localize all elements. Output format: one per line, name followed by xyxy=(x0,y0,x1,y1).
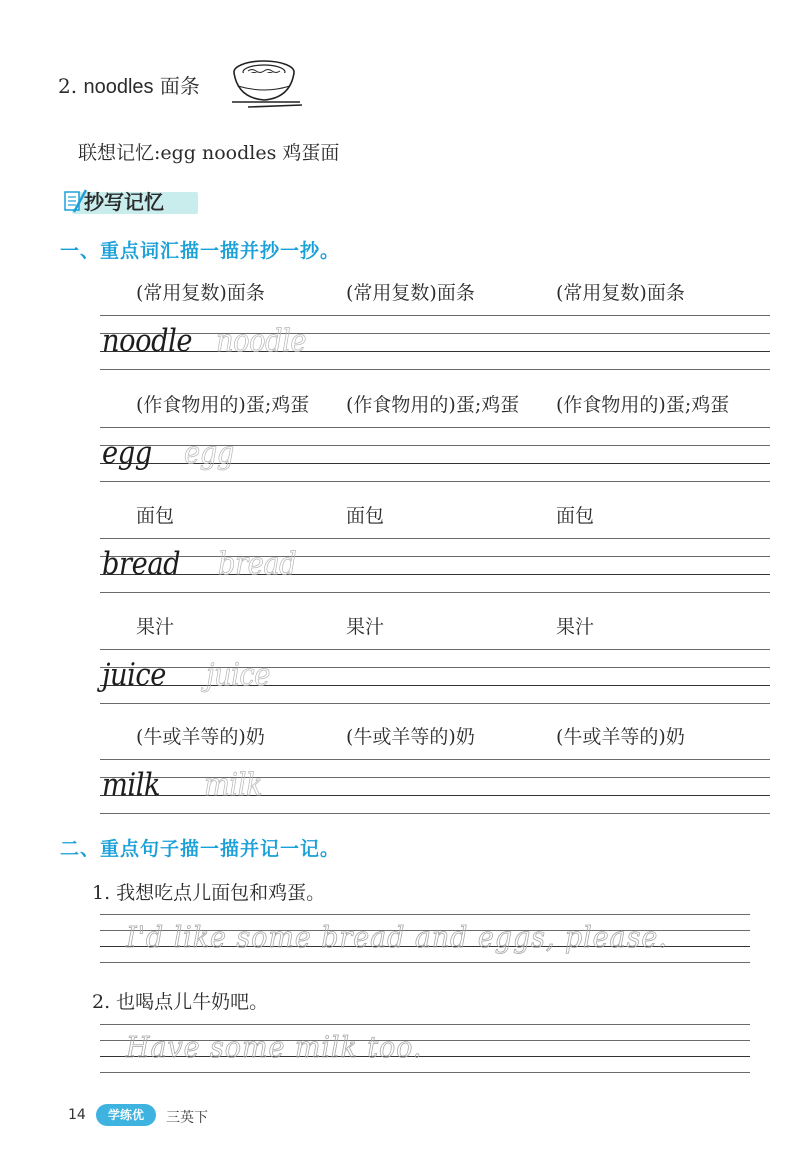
vocab-word: noodles xyxy=(83,76,154,98)
word-egg-sample: egg xyxy=(102,435,152,471)
word-noodle-trace: noodle xyxy=(216,323,307,359)
vocab-meaning: 面条 xyxy=(159,74,200,98)
word4-meaning-2: 果汁 xyxy=(346,616,385,638)
writing-lines-sentence1 xyxy=(100,914,750,962)
word-noodle-sample: noodle xyxy=(102,323,193,359)
writing-lines-bread xyxy=(100,538,770,592)
word4-meaning-1: 果汁 xyxy=(136,616,175,638)
word-juice-trace: juice xyxy=(206,657,270,693)
association-note: 联想记忆:egg noodles 鸡蛋面 xyxy=(78,142,340,164)
brand-logo: 学练优 xyxy=(96,1104,156,1126)
writing-lines-sentence2 xyxy=(100,1024,750,1072)
word-milk-trace: milk xyxy=(204,767,263,803)
word1-meaning-2: (常用复数)面条 xyxy=(346,282,475,304)
word-milk-sample: milk xyxy=(102,767,161,803)
word-egg-trace: egg xyxy=(184,435,234,471)
word5-meaning-2: (牛或羊等的)奶 xyxy=(346,726,475,748)
sentence1-trace: I'd like some bread and eggs, please. xyxy=(126,920,668,954)
word3-meaning-2: 面包 xyxy=(346,505,385,527)
writing-lines-egg xyxy=(100,427,770,481)
word4-meaning-3: 果汁 xyxy=(556,616,595,638)
word2-meaning-3: (作食物用的)蛋;鸡蛋 xyxy=(556,394,730,416)
page-number: 14 xyxy=(68,1107,86,1123)
word2-meaning-1: (作食物用的)蛋;鸡蛋 xyxy=(136,394,310,416)
badge-label: 抄写记忆 xyxy=(84,190,164,214)
writing-lines-milk xyxy=(100,759,770,813)
vocab-item xyxy=(58,70,200,99)
sentence2-trace: Have some milk too. xyxy=(126,1030,423,1064)
word1-meaning-1: (常用复数)面条 xyxy=(136,282,265,304)
section2-title: 二、重点句子描一描并记一记。 xyxy=(60,838,341,860)
word3-meaning-3: 面包 xyxy=(556,505,595,527)
word5-meaning-3: (牛或羊等的)奶 xyxy=(556,726,685,748)
vocab-number: 2. xyxy=(58,74,78,98)
section1-title: 一、重点词汇描一描并抄一抄。 xyxy=(60,240,341,262)
word-bread-trace: bread xyxy=(218,546,297,582)
word1-meaning-3: (常用复数)面条 xyxy=(556,282,685,304)
writing-lines-noodle xyxy=(100,315,770,369)
sentence2-label: 2. 也喝点儿牛奶吧。 xyxy=(92,991,269,1013)
sentence1-label: 1. 我想吃点儿面包和鸡蛋。 xyxy=(92,882,326,904)
word2-meaning-2: (作食物用的)蛋;鸡蛋 xyxy=(346,394,520,416)
word-juice-sample: juice xyxy=(102,657,166,693)
grade-label: 三英下 xyxy=(166,1110,208,1126)
writing-lines-juice xyxy=(100,649,770,703)
word-bread-sample: bread xyxy=(102,546,181,582)
word5-meaning-1: (牛或羊等的)奶 xyxy=(136,726,265,748)
noodle-bowl-icon xyxy=(228,52,304,112)
word3-meaning-1: 面包 xyxy=(136,505,175,527)
